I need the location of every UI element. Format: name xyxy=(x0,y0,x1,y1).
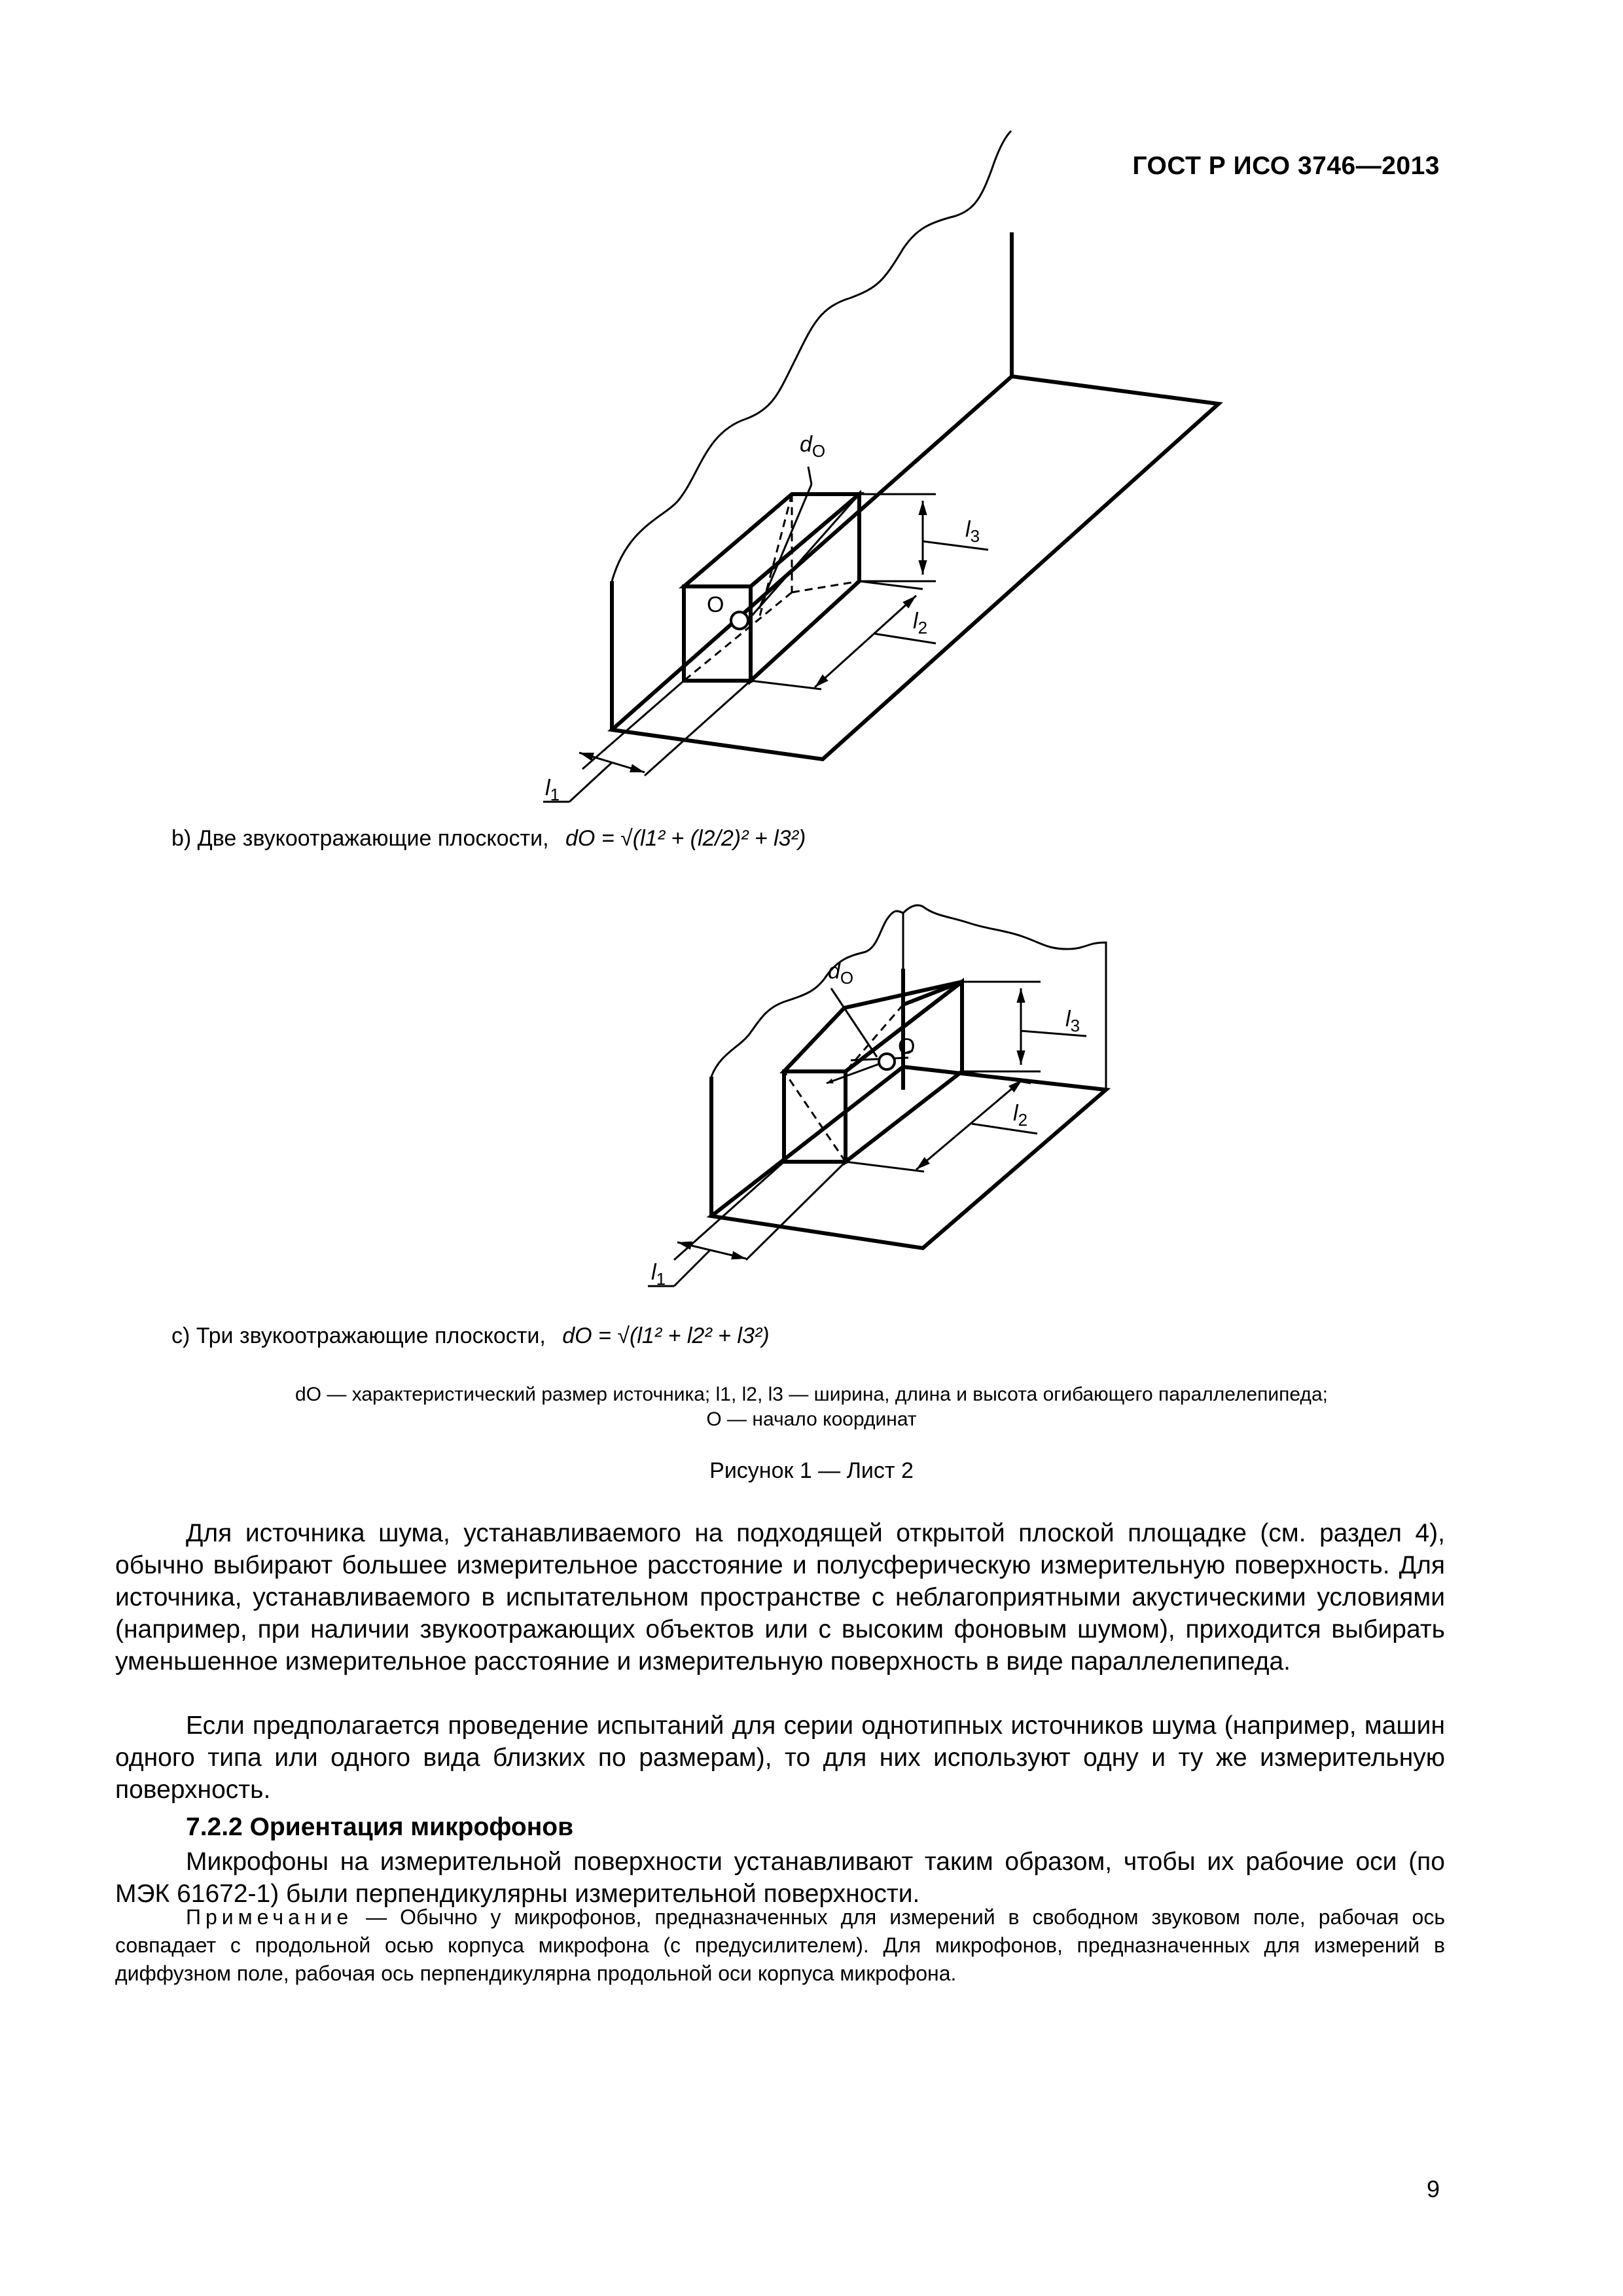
fig-c-label-d0: $d_O$ xyxy=(828,959,854,988)
figure-c-caption xyxy=(171,1323,770,1349)
floor-plane xyxy=(711,1067,1106,1248)
section-paragraph: Микрофоны на измерительной поверхности устанавливают таким образом, чтобы их рабочие оси (по МЭК 61672-1) были перпендикулярны измерительной поверхности. xyxy=(115,1848,1445,1908)
back-wall-wavy-edge xyxy=(903,905,1106,1090)
fig-c-label-origin: O xyxy=(898,1034,916,1059)
figure-b-formula: dO = √(l1² + (l2/2)² + l3²) xyxy=(565,826,806,851)
figure-b-caption xyxy=(171,826,806,852)
figure-c-formula: dO = √(l1² + l2² + l3²) xyxy=(562,1323,770,1348)
section-heading: 7.2.2 Ориентация микрофонов xyxy=(186,1813,574,1841)
fig-b-label-l2: $l_2$ xyxy=(913,609,928,637)
wall-wavy-edge xyxy=(612,131,1011,581)
figure-b-caption-text: b) Две звукоотражающие плоскости, xyxy=(171,826,549,851)
legend-line-2: О — начало координат xyxy=(706,1408,917,1430)
note-label: Примечание xyxy=(186,1905,353,1929)
origin-point xyxy=(731,612,748,629)
l1-dimension xyxy=(677,1242,746,1259)
fig-b-label-l1: $l_1$ xyxy=(545,776,560,804)
figure-b xyxy=(543,131,1219,802)
origin-point xyxy=(879,1054,895,1069)
fig-c-label-l3: $l_3$ xyxy=(1065,1007,1080,1035)
legend-line-1: dO — характеристический размер источника; l1, l2, l3 — ширина, длина и высота огибающего параллелепипеда; xyxy=(295,1384,1328,1405)
fig-b-label-l3: $l_3$ xyxy=(965,517,980,546)
figure-title: Рисунок 1 — Лист 2 xyxy=(709,1458,914,1483)
fig-c-label-l1: $l_1$ xyxy=(651,1260,666,1289)
fig-c-label-l2: $l_2$ xyxy=(1013,1101,1028,1130)
paragraph-1: Для источника шума, устанавливаемого на подходящей открытой плоской площадке (см. раздел 4), обычно выбирают большее измерительное расстояние и полусферическую измерительную поверхность. Для источника, устанавливаемого в испытательном пространстве с неблагоприятными акустическими условиями (например, при наличии звукоотражающих объектов или с высоким фоновым шумом), приходится выбирать уменьшенное измерительное расстояние и измерительную поверхность в виде параллелепипеда. xyxy=(115,1519,1445,1676)
standard-code: ГОСТ Р ИСО 3746—2013 xyxy=(1132,152,1440,180)
fig-b-label-d0: $d_O$ xyxy=(800,432,826,461)
fig-b-label-origin: O xyxy=(707,592,724,617)
note-text: — Обычно у микрофонов, предназначенных для измерений в свободном звуковом поле, рабочая ось совпадает с продольной осью корпуса микрофона (с предусилителем). Для микрофонов, предназначенных для измерений в диффузном поле, рабочая ось перпендикулярна продольной оси корпуса микрофона. xyxy=(115,1905,1445,1985)
figure-c xyxy=(648,905,1106,1286)
note xyxy=(115,1903,1445,1988)
figure-c-caption-text: c) Три звукоотражающие плоскости, xyxy=(171,1323,546,1348)
paragraph-2: Если предполагается проведение испытаний для серии однотипных источников шума (например, машин одного типа или одного вида близких по размерам), то для них используют одну и ту же измерительную поверхность. xyxy=(115,1712,1445,1804)
page-number: 9 xyxy=(1426,2176,1440,2202)
